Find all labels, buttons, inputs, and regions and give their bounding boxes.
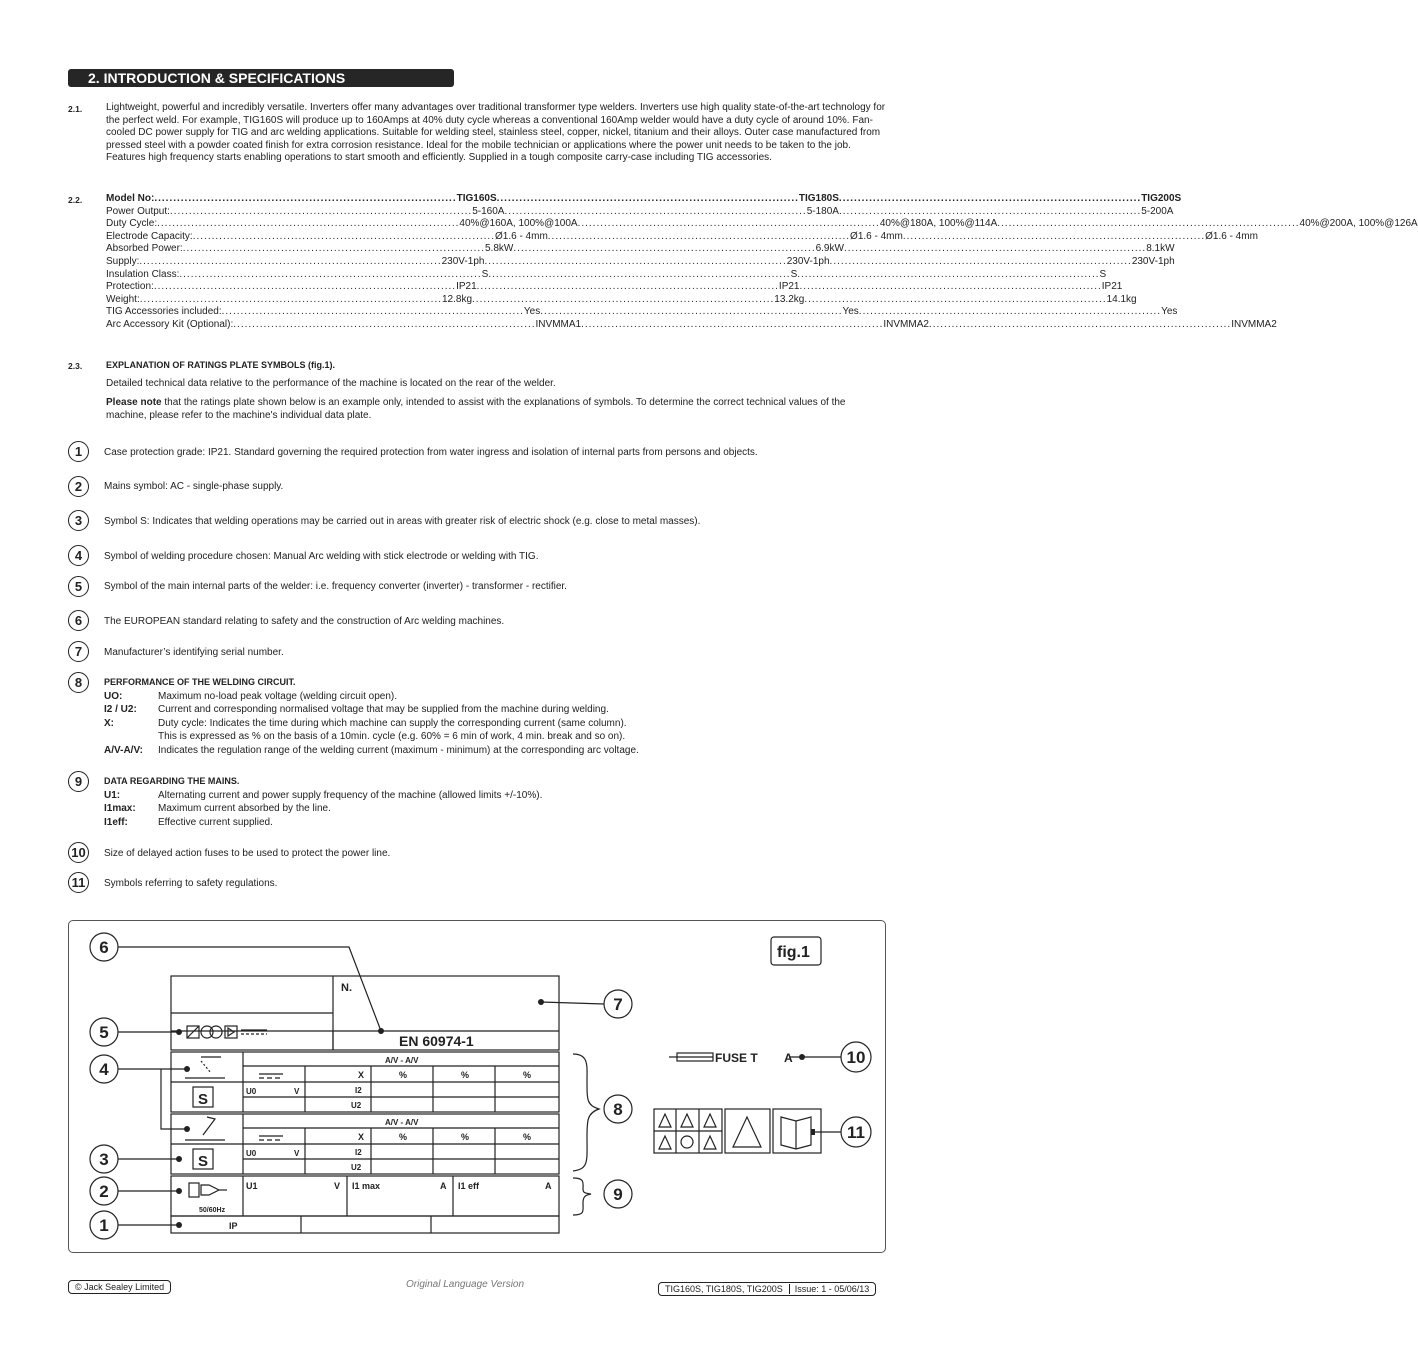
- i1max-a-label: A: [440, 1181, 447, 1191]
- callout-8: 8: [613, 1100, 623, 1119]
- item-11-text: Symbols referring to safety regulations.: [104, 878, 278, 889]
- definition: Alternating current and power supply frequency of the machine (allowed limits +/-10%).: [158, 789, 543, 801]
- item-8-row: [104, 717, 864, 731]
- spec-label: Weight:: [106, 293, 140, 305]
- item-8-row: [104, 703, 864, 717]
- spec-cell: ................................................................................ 5-160A: [169, 205, 505, 217]
- spec-cell: ................................................................................ 13.2kg: [472, 293, 805, 305]
- callout-1: 1: [99, 1216, 109, 1235]
- definition: Maximum current absorbed by the line.: [158, 803, 331, 814]
- item-10-text: Size of delayed action fuses to be used to protect the power line.: [104, 848, 391, 859]
- spec-value: 40%@200A, 100%@126A: [1299, 218, 1418, 230]
- spec-row: [106, 230, 1258, 244]
- callout-10: 10: [846, 1048, 866, 1067]
- spec-value: 40%@160A, 100%@100A: [459, 218, 578, 230]
- v-label-1: V: [294, 1087, 300, 1096]
- spec-cell: ................................................................................ 5.8kW: [182, 243, 514, 255]
- item-1-text: Case protection grade: IP21. Standard governing the required protection from water ingress and isolation of internal parts from persons and objects.: [104, 447, 758, 458]
- item-number-11: 11: [68, 872, 89, 893]
- spec-label: Insulation Class:: [106, 268, 180, 280]
- spec-value: TIG180S: [798, 193, 839, 204]
- spec-row: [106, 293, 1137, 307]
- item-8-heading: PERFORMANCE OF THE WELDING CIRCUIT.: [104, 677, 296, 687]
- spec-label: Supply:: [106, 255, 140, 267]
- spec-cell: ................................................................................ 12.8kg: [139, 293, 473, 305]
- pct-1c: %: [523, 1070, 532, 1080]
- note-text: that the ratings plate shown below is an example only, intended to assist with the explanations of symbols. To determine the correct technical values of the machine, please refer to the machine's individual data plate.: [106, 397, 846, 421]
- footer-copyright: [68, 1282, 171, 1292]
- spec-cell: ................................................................................ S: [488, 268, 798, 280]
- term: U1:: [104, 789, 121, 801]
- spec-label: Model No:: [106, 193, 155, 204]
- spec-value: INVMMA1: [535, 318, 582, 330]
- intro-paragraph: Lightweight, powerful and incredibly versatile. Inverters offer many advantages over traditional transformer type welders. Inverters use high quality state-of-the-art technology for the perfect weld. For example, TIG160S will produce up to 160Amps at 40% duty cycle whereas a conventional 160Amp welder would have a duty cycle of around 10%. Fan-cooled DC power supply for TIG and arc welding applications. Suitable for welding steel, stainless steel, copper, nickel, titanium and their alloys. Outer case manufactured from pressed steel with a powder coated finish for extra corrosion resistance. Ideal for the mobile technician or applications where the power unit needs to be taken to the job. Features high frequency starts enabling operations to start smooth and efficiently. Supplied in a tough composite carry-case including TIG accessories.: [106, 102, 886, 164]
- item-9-row: [104, 802, 864, 816]
- spec-value: 230V-1ph: [1131, 255, 1175, 267]
- term: UO:: [104, 690, 123, 702]
- specification-table: [106, 193, 1418, 332]
- spec-cell: ................................................................................ IP21: [153, 281, 477, 293]
- spec-label: Absorbed Power:: [106, 243, 183, 255]
- spec-cell: ................................................................................ INVMMA2: [928, 318, 1277, 330]
- u2-label-1: U2: [351, 1101, 362, 1110]
- u0-label-1: U0: [246, 1087, 257, 1096]
- spec-value: IP21: [456, 281, 477, 293]
- callout-6: 6: [99, 938, 109, 957]
- term: A/V-A/V:: [104, 744, 143, 756]
- callout-2: 2: [99, 1182, 109, 1201]
- spec-cell: ................................................................................ 40%@200A, 100%@126A: [997, 218, 1418, 230]
- fig-label: fig.1: [777, 944, 810, 961]
- term: I1eff:: [104, 816, 128, 828]
- spec-label: Duty Cycle:: [106, 218, 158, 230]
- spec-value: TIG160S: [456, 193, 497, 204]
- spec-value: Yes: [1161, 306, 1178, 318]
- section-number-2-1: 2.1.: [68, 104, 83, 114]
- section-title: 2. INTRODUCTION & SPECIFICATIONS: [88, 70, 346, 86]
- spec-value: 5.8kW: [484, 243, 514, 255]
- pct-2b: %: [461, 1132, 470, 1142]
- spec-row: [106, 318, 1277, 332]
- spec-cell: ................................................................................ INVMMA1: [233, 318, 582, 330]
- item-number-4: 4: [68, 545, 89, 566]
- spec-cell: ................................................................................ INVMMA2: [581, 318, 929, 330]
- i2-label-1: I2: [355, 1086, 362, 1095]
- spec-row: [106, 281, 1123, 294]
- item-4-text: Symbol of welding procedure chosen: Manual Arc welding with stick electrode or welding with TIG.: [104, 551, 539, 562]
- spec-value: 13.2kg: [774, 293, 805, 305]
- spec-value: 230V-1ph: [441, 255, 485, 267]
- ratings-plate-diagram: [69, 921, 885, 1252]
- u1-label: U1: [246, 1181, 258, 1191]
- u0-label-2: U0: [246, 1149, 257, 1158]
- spec-cell: ................................................................................ Yes: [540, 306, 859, 318]
- item-8-row: [104, 744, 864, 758]
- spec-cell: ................................................................................ 40%@160A, 100%@100A: [157, 218, 578, 230]
- item-number-1: 1: [68, 441, 89, 462]
- spec-cell: ................................................................................ 6.9kW: [513, 243, 844, 255]
- item-number-7: 7: [68, 641, 89, 662]
- item-2-text: Mains symbol: AC - single-phase supply.: [104, 481, 284, 492]
- i2-label-2: I2: [355, 1148, 362, 1157]
- spec-value: INVMMA2: [1231, 318, 1277, 330]
- ratings-intro: Detailed technical data relative to the performance of the machine is located on the rear of the welder.: [106, 378, 556, 389]
- i1eff-a-label: A: [545, 1181, 552, 1191]
- spec-cell: ................................................................................ TIG200S: [838, 193, 1182, 204]
- spec-value: TIG200S: [1141, 193, 1182, 204]
- s-symbol-1: S: [198, 1091, 209, 1108]
- section-number-2-3: 2.3.: [68, 361, 83, 371]
- definition: Current and corresponding normalised voltage that may be supplied from the machine during welding.: [158, 704, 609, 715]
- doc-info-box: [658, 1282, 876, 1296]
- spec-value: 5-200A: [1141, 205, 1174, 217]
- ip-label: IP: [229, 1221, 238, 1231]
- spec-row: [106, 268, 1107, 282]
- pct-1a: %: [399, 1070, 408, 1080]
- spec-cell: ................................................................................ Yes: [221, 306, 541, 318]
- serial-number-label: N.: [341, 982, 352, 994]
- spec-cell: ................................................................................ S: [797, 268, 1107, 280]
- item-number-9: 9: [68, 771, 89, 792]
- spec-value: 40%@180A, 100%@114A: [879, 218, 998, 230]
- callout-9: 9: [613, 1185, 623, 1204]
- spec-label: TIG Accessories included:: [106, 306, 222, 318]
- item-7-text: Manufacturer’s identifying serial number.: [104, 647, 284, 658]
- callout-7: 7: [613, 995, 623, 1014]
- spec-value: S: [790, 268, 798, 280]
- spec-value: Ø1.6 - 4mm: [850, 230, 903, 242]
- section-number-2-2: 2.2.: [68, 195, 83, 205]
- spec-row: [106, 243, 1175, 256]
- callout-5: 5: [99, 1023, 109, 1042]
- callout-3: 3: [99, 1150, 109, 1169]
- item-number-5: 5: [68, 576, 89, 597]
- spec-value: 6.9kW: [815, 243, 844, 255]
- item-number-10: 10: [68, 842, 89, 863]
- spec-cell: ................................................................................ Yes: [858, 306, 1178, 318]
- section-header: [68, 69, 454, 87]
- spec-value: S: [481, 268, 489, 280]
- spec-value: 5-180A: [806, 205, 839, 217]
- spec-label: Electrode Capacity:: [106, 230, 193, 242]
- footer-models: TIG160S, TIG180S, TIG200S: [665, 1284, 783, 1294]
- item-number-8: 8: [68, 672, 89, 693]
- s-symbol-2: S: [198, 1153, 209, 1170]
- spec-value: Ø1.6 - 4mm: [1205, 230, 1258, 242]
- item-number-6: 6: [68, 610, 89, 631]
- item-9-block: [104, 775, 864, 829]
- spec-cell: ................................................................................ 5-180A: [504, 205, 839, 217]
- spec-row: [106, 306, 1178, 319]
- callout-11: 11: [847, 1123, 865, 1142]
- item-9-heading: DATA REGARDING THE MAINS.: [104, 776, 240, 786]
- term: X:: [104, 717, 114, 729]
- item-8-row: [104, 690, 864, 704]
- spec-cell: ................................................................................ Ø1.6 - 4mm: [902, 230, 1258, 242]
- item-8-block: [104, 676, 864, 757]
- item-number-3: 3: [68, 510, 89, 531]
- spec-cell: ................................................................................ IP21: [799, 281, 1123, 293]
- spec-row: [106, 255, 1175, 269]
- item-9-row: [104, 789, 864, 803]
- spec-cell: ................................................................................ 230V-1ph: [484, 255, 830, 267]
- i1eff-label: I1 eff: [458, 1181, 480, 1191]
- fuse-label: FUSE T: [715, 1051, 758, 1065]
- spec-value: IP21: [1101, 281, 1123, 293]
- spec-cell: ................................................................................ TIG180S: [496, 193, 839, 204]
- spec-cell: ................................................................................ 14.1kg: [804, 293, 1137, 305]
- spec-cell: ................................................................................ TIG160S: [154, 193, 497, 204]
- item-5-text: Symbol of the main internal parts of the welder: i.e. frequency converter (inverter) - transformer - rectifier.: [104, 581, 567, 592]
- warning-triangle: [733, 1117, 761, 1147]
- spec-cell: ................................................................................ Ø1.6 - 4mm: [547, 230, 903, 242]
- spec-value: 5-160A: [472, 205, 505, 217]
- pct-1b: %: [461, 1070, 470, 1080]
- pct-2c: %: [523, 1132, 532, 1142]
- spec-value: S: [1099, 268, 1107, 280]
- u2-label-2: U2: [351, 1163, 362, 1172]
- x-label-1: X: [358, 1070, 365, 1080]
- fuse-a-label: A: [784, 1051, 793, 1065]
- x-label-2: X: [358, 1132, 365, 1142]
- term: [104, 730, 158, 744]
- spec-label: Arc Accessory Kit (Optional):: [106, 318, 234, 330]
- figure-1-box: [68, 920, 886, 1253]
- note-label: Please note: [106, 397, 162, 408]
- term: I1max:: [104, 803, 136, 814]
- spec-row: [106, 218, 1418, 231]
- definition: Indicates the regulation range of the welding current (maximum - minimum) at the corresponding arc voltage.: [158, 744, 639, 756]
- hz-label: 50/60Hz: [199, 1207, 226, 1214]
- pct-2a: %: [399, 1132, 408, 1142]
- footer-issue: Issue: 1 - 05/06/13: [789, 1284, 870, 1294]
- callout-4: 4: [99, 1060, 109, 1079]
- copyright-text: © Jack Sealey Limited: [68, 1280, 171, 1294]
- spec-cell: ................................................................................ 5-200A: [838, 205, 1174, 217]
- spec-row: [106, 205, 1174, 219]
- ratings-heading: EXPLANATION OF RATINGS PLATE SYMBOLS (fig.1).: [106, 360, 335, 370]
- spec-cell: ................................................................................ 230V-1ph: [829, 255, 1175, 267]
- spec-value: Yes: [842, 306, 859, 318]
- spec-cell: ................................................................................ Ø1.6 - 4mm: [192, 230, 548, 242]
- spec-value: Yes: [523, 306, 541, 318]
- item-3-text: Symbol S: Indicates that welding operations may be carried out in areas with greater risk of electric shock (e.g. close to metal masses).: [104, 516, 701, 527]
- definition: Effective current supplied.: [158, 816, 273, 828]
- footer-doc-info: [658, 1282, 876, 1296]
- item-6-text: The EUROPEAN standard relating to safety and the construction of Arc welding machines.: [104, 616, 505, 627]
- spec-cell: ................................................................................ 40%@180A, 100%@114A: [577, 218, 998, 230]
- spec-value: 12.8kg: [442, 293, 473, 305]
- spec-value: 8.1kW: [1146, 243, 1175, 255]
- spec-header-row: [106, 193, 1182, 206]
- av-label-1: A/V - A/V: [385, 1056, 419, 1065]
- spec-value: 14.1kg: [1106, 293, 1137, 305]
- av-label-2: A/V - A/V: [385, 1118, 419, 1127]
- item-number-2: 2: [68, 476, 89, 497]
- spec-value: Ø1.6 - 4mm: [494, 230, 548, 242]
- footer-language: Original Language Version: [406, 1279, 525, 1290]
- spec-cell: ................................................................................ 8.1kW: [843, 243, 1175, 255]
- u1-v-label: V: [334, 1181, 341, 1191]
- brace-8: [573, 1054, 599, 1171]
- spec-label: Power Output:: [106, 205, 170, 217]
- spec-cell: ................................................................................ S: [179, 268, 489, 280]
- item-8-row: [104, 730, 864, 744]
- en-standard: EN 60974-1: [399, 1033, 474, 1049]
- brace-9: [573, 1178, 591, 1215]
- spec-cell: ................................................................................ 230V-1ph: [139, 255, 485, 267]
- spec-cell: ................................................................................ IP21: [476, 281, 800, 293]
- definition: This is expressed as % on the basis of a 10min. cycle (e.g. 60% = 6 min of work, 4 min. break and so on).: [158, 731, 626, 742]
- term: I2 / U2:: [104, 704, 137, 715]
- spec-label: Protection:: [106, 281, 154, 293]
- v-label-2: V: [294, 1149, 300, 1158]
- spec-value: 230V-1ph: [786, 255, 830, 267]
- spec-value: IP21: [778, 281, 800, 293]
- ratings-note: [106, 397, 886, 422]
- definition: Maximum no-load peak voltage (welding circuit open).: [158, 690, 398, 702]
- item-9-row: [104, 816, 864, 830]
- definition: Duty cycle: Indicates the time during which machine can supply the corresponding current (same column).: [158, 717, 627, 729]
- i1max-label: I1 max: [352, 1181, 381, 1191]
- spec-value: INVMMA2: [883, 318, 929, 330]
